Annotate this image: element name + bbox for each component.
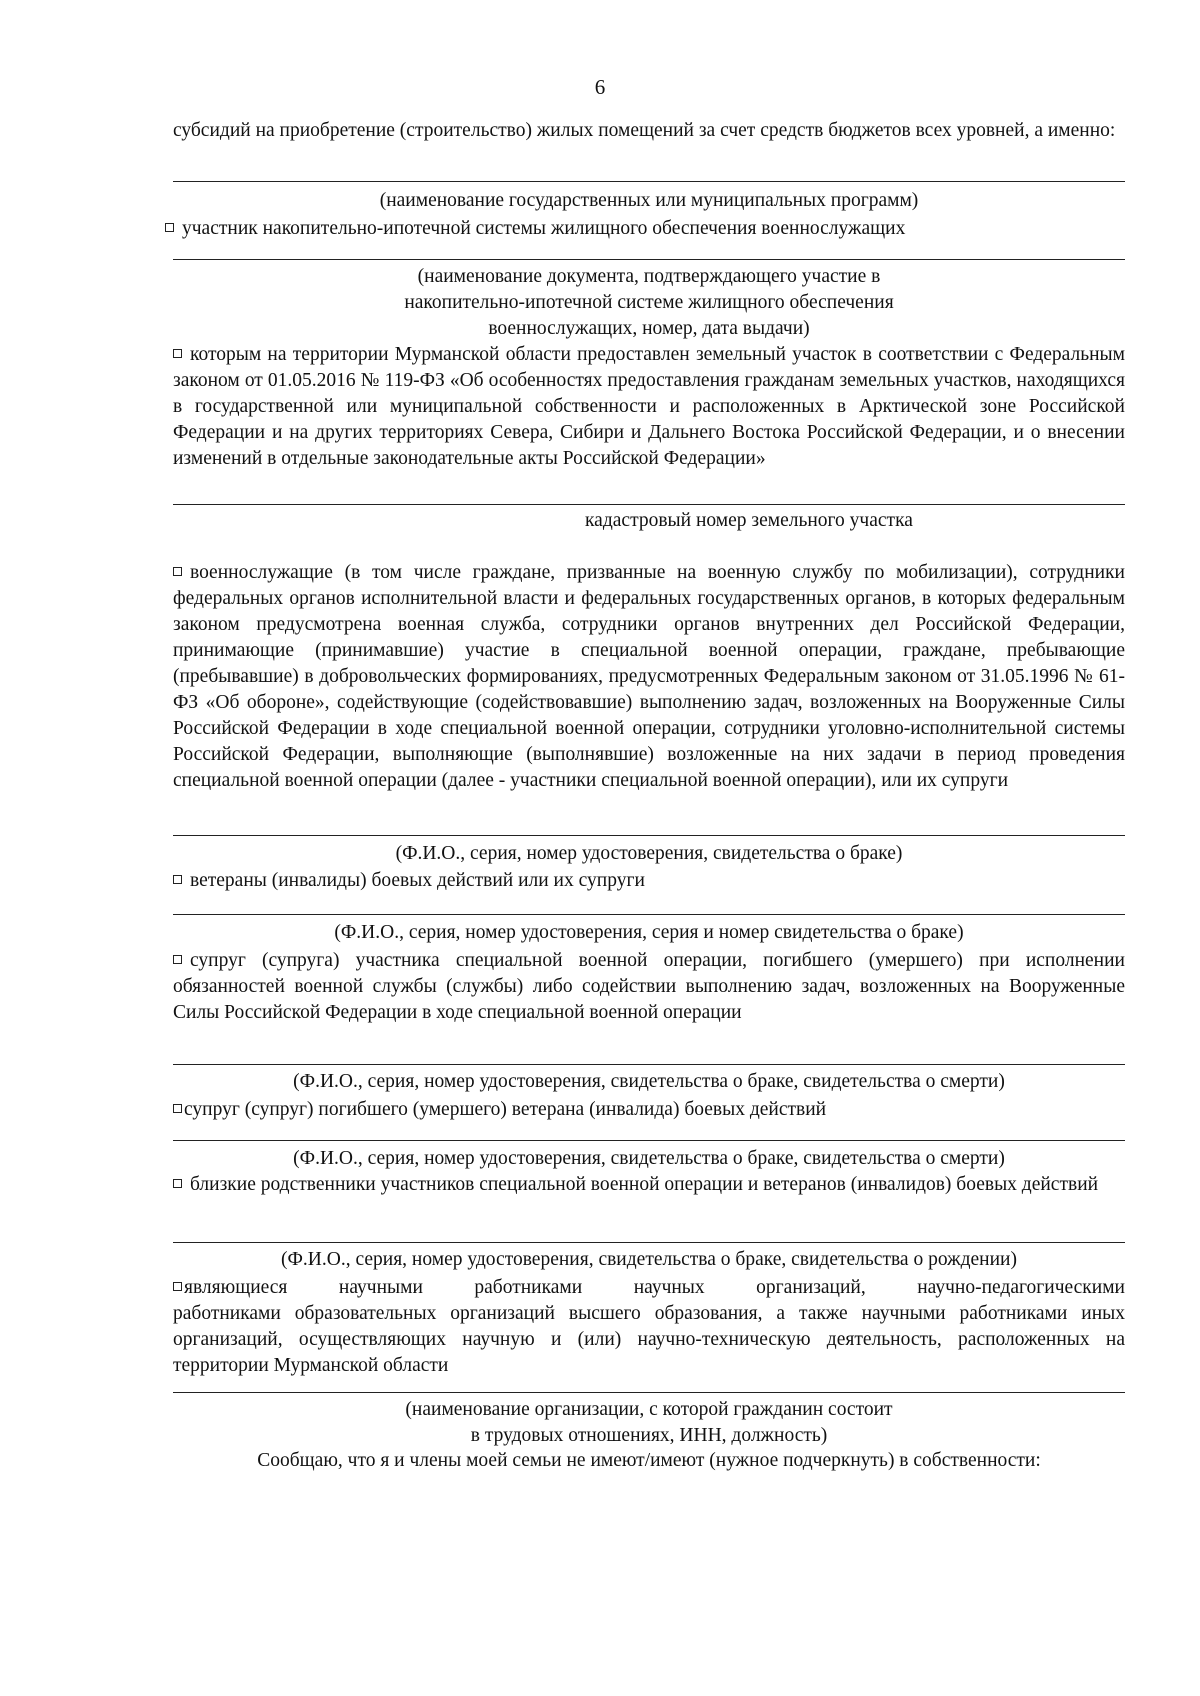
caption-nis (173, 264, 1125, 342)
caption-veterans: (Ф.И.О., серия, номер удостоверения, серия и номер свидетельства о браке) (334, 922, 964, 943)
caption-spouse-svo: (Ф.И.О., серия, номер удостоверения, свидетельства о браке, свидетельства о смерти) (293, 1071, 1005, 1092)
option-spouse-veteran (173, 1097, 1125, 1123)
caption-nis-line: накопительно-ипотечной системе жилищного обеспечения (404, 292, 894, 313)
checkbox-relatives[interactable] (173, 1179, 182, 1188)
science-word: научно-педагогическими (917, 1277, 1125, 1298)
fill-line-relatives (173, 1242, 1125, 1243)
caption-science (173, 1397, 1125, 1449)
checkbox-svo[interactable] (173, 567, 182, 576)
option-svo (173, 560, 1125, 794)
option-spouse-svo-label: супруг (супруга) участника специальной военной операции, погибшего (умершего) при исполнении обязанностей военной службы (службы) либо содействии выполнению задач, возложенных на Вооруженные Силы Российской Федерации в ходе специальной военной операции (173, 950, 1125, 1023)
caption-relatives: (Ф.И.О., серия, номер удостоверения, свидетельства о браке, свидетельства о рождении) (281, 1249, 1017, 1270)
caption-nis-line: (наименование документа, подтверждающего участие в (417, 266, 881, 287)
option-veterans (173, 868, 1125, 894)
science-word: работниками (474, 1277, 583, 1298)
fill-line-spouse-veteran (173, 1140, 1125, 1141)
fill-line-veterans (173, 914, 1125, 915)
fill-line-svo (173, 835, 1125, 836)
option-spouse-svo (173, 948, 1125, 1026)
caption-cadastral: кадастровый номер земельного участка (585, 510, 913, 531)
checkbox-land[interactable] (173, 349, 182, 358)
fill-line-spouse-svo (173, 1064, 1125, 1065)
fill-line-programs (173, 181, 1125, 182)
caption-spouse-veteran: (Ф.И.О., серия, номер удостоверения, свидетельства о браке, свидетельства о смерти) (293, 1148, 1005, 1169)
option-science-first-line (173, 1275, 1125, 1301)
option-science (173, 1275, 1125, 1379)
option-nis (165, 216, 1117, 242)
option-science-label: работниками образовательных организаций высшего образования, а также научными работниками иных организаций, осуществляющих научную и (или) научно-техническую деятельность, расположенных на территории Мурманской области (173, 1303, 1125, 1376)
checkbox-nis[interactable] (165, 223, 174, 232)
checkbox-science[interactable] (173, 1282, 182, 1291)
option-relatives (173, 1172, 1125, 1198)
intro-paragraph: субсидий на приобретение (строительство) жилых помещений за счет средств бюджетов всех уровней, а именно: (173, 120, 1116, 141)
page-number: 6 (594, 75, 606, 99)
caption-programs: (наименование государственных или муниципальных программ) (379, 190, 919, 211)
checkbox-veterans[interactable] (173, 875, 182, 884)
caption-svo: (Ф.И.О., серия, номер удостоверения, свидетельства о браке) (395, 843, 903, 864)
option-land-label: которым на территории Мурманской области предоставлен земельный участок в соответствии с Федеральным законом от 01.05.2016 № 119-ФЗ «Об особенностях предоставления гражданам земельных участков, находящихся в государственной или муниципальной собственности и расположенных в Арктической зоне Российской Федерации и на других территориях Севера, Сибири и Дальнего Востока Российской Федерации, и о внесении изменений в отдельные законодательные акты Российской Федерации» (173, 344, 1125, 469)
science-word: организаций, (756, 1277, 866, 1298)
fill-line-cadastral (173, 504, 1125, 505)
caption-science-line: (наименование организации, с которой гражданин состоит (405, 1399, 893, 1420)
caption-science-line: в трудовых отношениях, ИНН, должность) (470, 1425, 828, 1446)
caption-nis-line: военнослужащих, номер, дата выдачи) (488, 318, 810, 339)
closing-statement: Сообщаю, что я и члены моей семьи не имеют/имеют (нужное подчеркнуть) в собственности: (257, 1450, 1041, 1471)
science-word: научных (633, 1277, 705, 1298)
science-word: научными (338, 1277, 423, 1298)
fill-line-science (173, 1392, 1125, 1393)
science-word: являющиеся (184, 1277, 288, 1298)
checkbox-spouse-veteran[interactable] (173, 1104, 182, 1113)
option-svo-label: военнослужащие (в том числе граждане, призванные на военную службу по мобилизации), сотрудники федеральных органов исполнительной власти и федеральных государственных органов, в которых федеральным законом предусмотрена военная служба, сотрудники органов внутренних дел Российской Федерации, принимающие (принимавшие) участие в специальной военной операции, граждане, пребывающие (пребывавшие) в добровольческих формированиях, предусмотренных Федеральным законом от 31.05.1996 № 61-ФЗ «Об обороне», содействующие (содействовавшие) выполнению задач, возложенных на Вооруженные Силы Российской Федерации в ходе специальной военной операции, сотрудники уголовно-исполнительной системы Российской Федерации, выполняющие (выполнявшие) возложенные на них задачи в период проведения специальной военной операции (далее - участники специальной военной операции), или их супруги (173, 562, 1125, 791)
option-nis-label: участник накопительно-ипотечной системы жилищного обеспечения военнослужащих (182, 218, 906, 239)
option-veterans-label: ветераны (инвалиды) боевых действий или их супруги (190, 870, 645, 891)
option-land (173, 342, 1125, 472)
checkbox-spouse-svo[interactable] (173, 955, 182, 964)
fill-line-nis (173, 259, 1125, 260)
option-relatives-label: близкие родственники участников специальной военной операции и ветеранов (инвалидов) боевых действий (190, 1174, 1099, 1195)
option-spouse-veteran-label: супруг (супруг) погибшего (умершего) ветерана (инвалида) боевых действий (184, 1099, 827, 1120)
